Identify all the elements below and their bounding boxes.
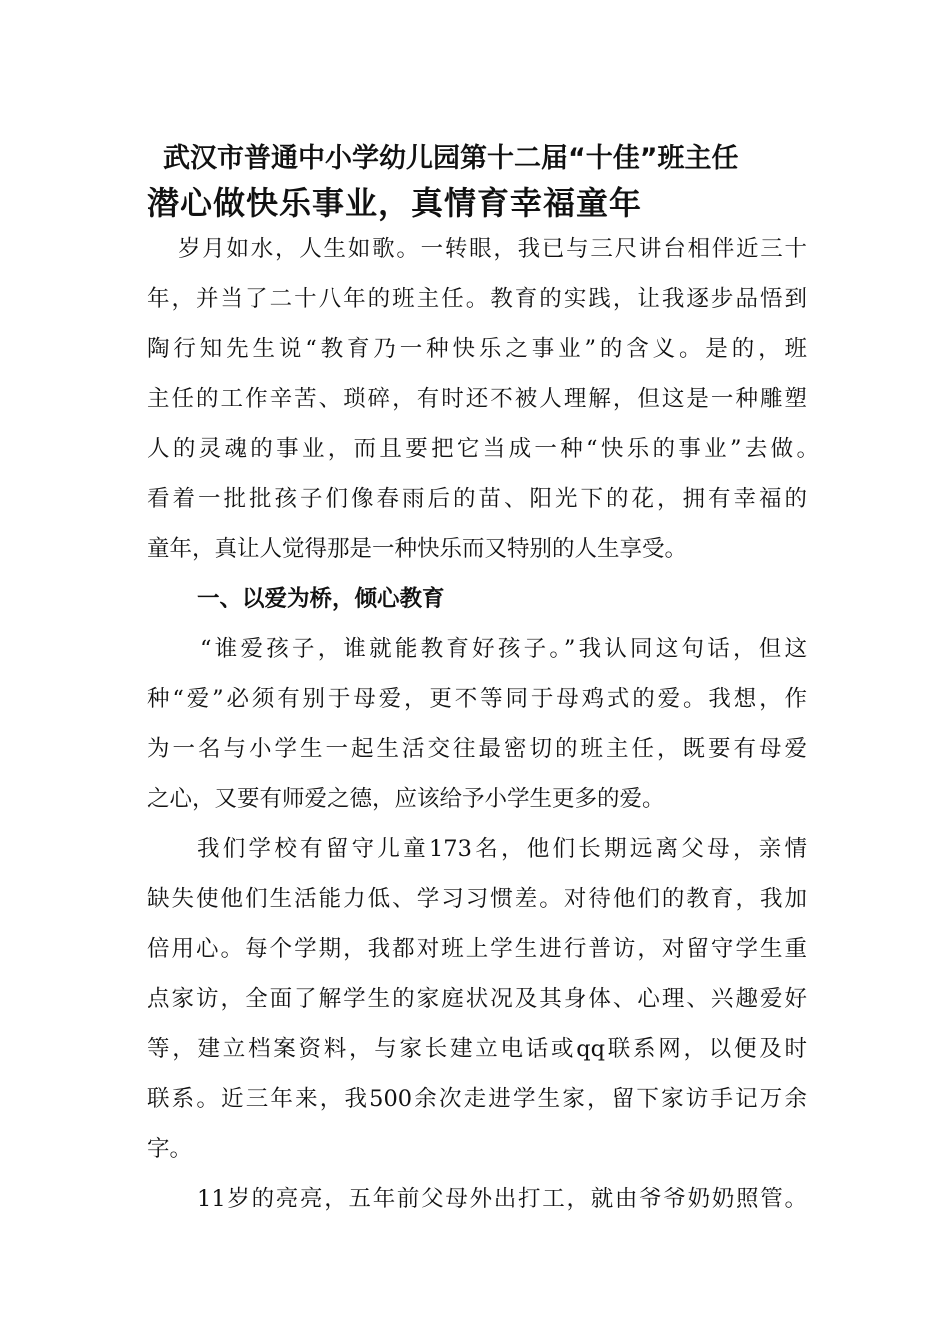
- paragraph-line: 倍用心。每个学期，我都对班上学生进行普访，对留守学生重: [147, 936, 807, 962]
- paragraph-line: 为一名与小学生一起生活交往最密切的班主任，既要有母爱: [147, 736, 807, 762]
- paragraph-line: 字。: [147, 1136, 193, 1162]
- paragraph-line: 年，并当了二十八年的班主任。教育的实践，让我逐步品悟到: [147, 286, 807, 312]
- paragraph-line: 11岁的亮亮，五年前父母外出打工，就由爷爷奶奶照管。: [197, 1186, 807, 1212]
- paragraph-line: 陶行知先生说“教育乃一种快乐之事业”的含义。是的，班: [147, 336, 807, 362]
- section-heading: 一、以爱为桥，倾心教育: [197, 586, 445, 612]
- paragraph-line: 联系。近三年来，我500余次走进学生家，留下家访手记万余: [147, 1086, 807, 1112]
- paragraph-line: 主任的工作辛苦、琐碎，有时还不被人理解，但这是一种雕塑: [147, 386, 807, 412]
- paragraph-line: “谁爱孩子，谁就能教育好孩子。”我认同这句话，但这: [200, 636, 807, 662]
- paragraph-line: 等，建立档案资料，与家长建立电话或qq联系网，以便及时: [147, 1036, 807, 1062]
- paragraph-line: 看着一批批孩子们像春雨后的苗、阳光下的花，拥有幸福的: [147, 486, 807, 512]
- article-title: 潜心做快乐事业，真情育幸福童年: [147, 184, 643, 222]
- paragraph-line: 种“爱”必须有别于母爱，更不等同于母鸡式的爱。我想，作: [147, 686, 807, 712]
- paragraph-line: 我们学校有留守儿童173名，他们长期远离父母，亲情: [197, 836, 807, 862]
- award-header: 武汉市普通中小学幼儿园第十二届“十佳”班主任: [163, 143, 739, 174]
- paragraph-line: 童年，真让人觉得那是一种快乐而又特别的人生享受。: [147, 536, 688, 562]
- paragraph-line: 岁月如水，人生如歌。一转眼，我已与三尺讲台相伴近三十: [178, 236, 807, 262]
- paragraph-line: 点家访，全面了解学生的家庭状况及其身体、心理、兴趣爱好: [147, 986, 807, 1012]
- paragraph-line: 缺失使他们生活能力低、学习习惯差。对待他们的教育，我加: [147, 886, 807, 912]
- paragraph-line: 人的灵魂的事业，而且要把它当成一种“快乐的事业”去做。: [147, 436, 819, 462]
- paragraph-line: 之心，又要有师爱之德，应该给予小学生更多的爱。: [147, 786, 665, 812]
